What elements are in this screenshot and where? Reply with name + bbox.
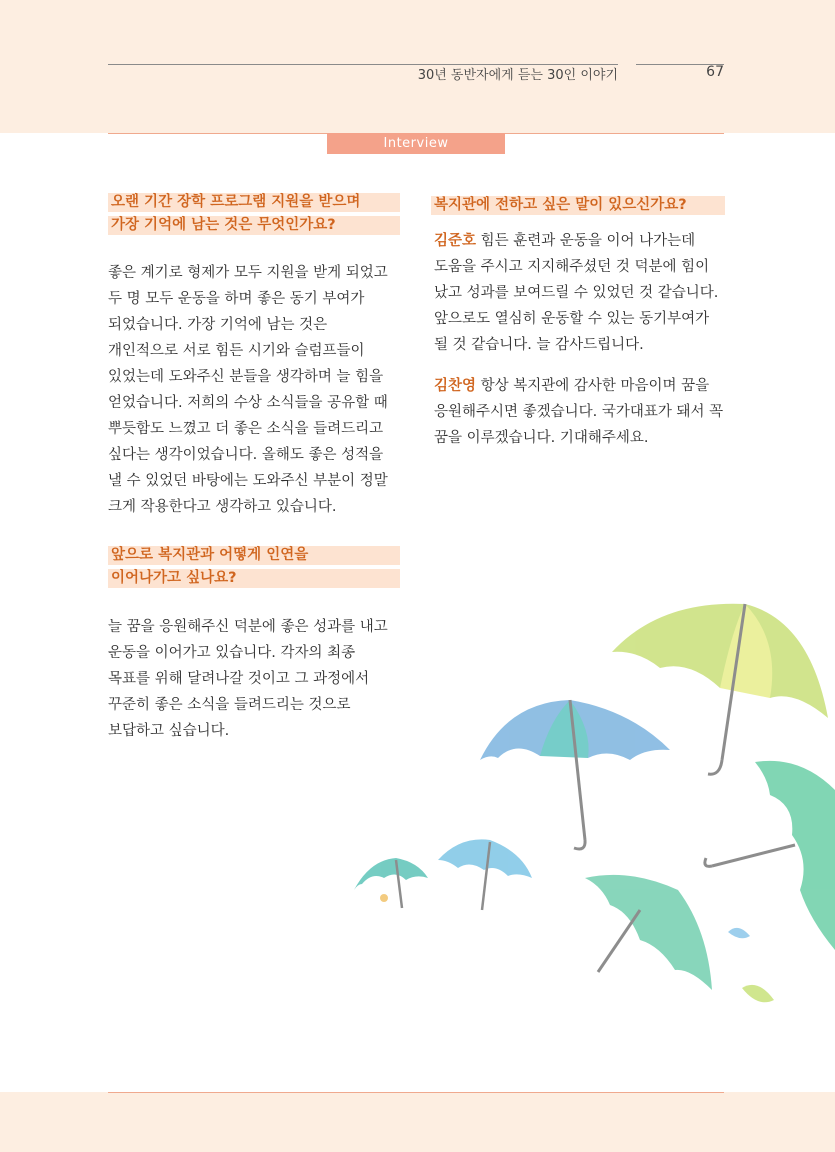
umbrella-small-teal-icon: [354, 858, 428, 908]
question-3: [431, 196, 725, 219]
page-number: 67: [706, 64, 724, 80]
footer-background: [0, 1092, 835, 1152]
umbrella-green-icon: [585, 875, 712, 990]
question-2-line-2: 이어나가고 싶나요?: [108, 569, 400, 588]
answer-text: 항상 복지관에 감사한 마음이며 꿈을 응원해주시면 좋겠습니다. 국가대표가 돼서 꼭 꿈을 이루겠습니다. 기대해주세요.: [434, 378, 724, 446]
answer-text: 힘든 훈련과 운동을 이어 나가는데 도움을 주시고 지지해주셨던 것 덕분에 힘이 났고 성과를 보여드릴 수 있었던 것 같습니다. 앞으로도 열심히 운동할 수 있는 동기부여가 될 것 같습니다. 늘 감사드립니다.: [434, 233, 719, 353]
answer-3-kim-chanyoung: [434, 373, 726, 451]
umbrella-tiny-green-icon: [742, 985, 774, 1002]
question-2-line-1: 앞으로 복지관과 어떻게 인연을: [108, 546, 400, 565]
question-2: [108, 546, 400, 592]
umbrella-blue-icon: [480, 700, 670, 849]
answer-1: 좋은 계기로 형제가 모두 지원을 받게 되었고 두 명 모두 운동을 하며 좋은 동기 부여가 되었습니다. 가장 기억에 남는 것은 개인적으로 서로 힘든 시기와 슬럼프들이 있었는데 도와주신 분들을 생각하며 늘 힘을 얻었습니다. 저희의 수상 소식들을 공유할 때 뿌듯함도 느꼈고 더 좋은 소식을 들려드리고 싶다는 생각이었습니다. 올해도 좋은 성적을 낼 수 있었던 바탕에는 도와주신 부분이 정말 크게 작용한다고 생각하고 있습니다.: [108, 265, 388, 515]
running-title: 30년 동반자에게 듣는 30인 이야기: [417, 68, 618, 83]
footer-rule: [108, 1092, 724, 1093]
answer-2: 늘 꿈을 응원해주신 덕분에 좋은 성과를 내고 운동을 이어가고 있습니다. 각자의 최종 목표를 위해 달려나갈 것이고 그 과정에서 꾸준히 좋은 소식을 들려드리는 것으로 보답하고 싶습니다.: [108, 619, 388, 739]
speaker-name: 김찬영: [434, 378, 477, 394]
umbrella-small-blue-icon: [438, 839, 532, 910]
umbrella-teal-partial-icon: [705, 761, 835, 950]
speaker-name: 김준호: [434, 233, 477, 249]
question-1-line-1: 오랜 기간 장학 프로그램 지원을 받으며: [108, 193, 400, 212]
umbrella-tiny-blue-icon: [728, 928, 750, 938]
section-tag: Interview: [327, 133, 505, 154]
umbrellas-illustration: [340, 590, 835, 1020]
question-1-line-2: 가장 기억에 남는 것은 무엇인가요?: [108, 216, 400, 235]
question-1: [108, 193, 400, 239]
answer-3-kim-junho: [434, 228, 726, 358]
question-3-line-1: 복지관에 전하고 싶은 말이 있으신가요?: [431, 196, 725, 215]
